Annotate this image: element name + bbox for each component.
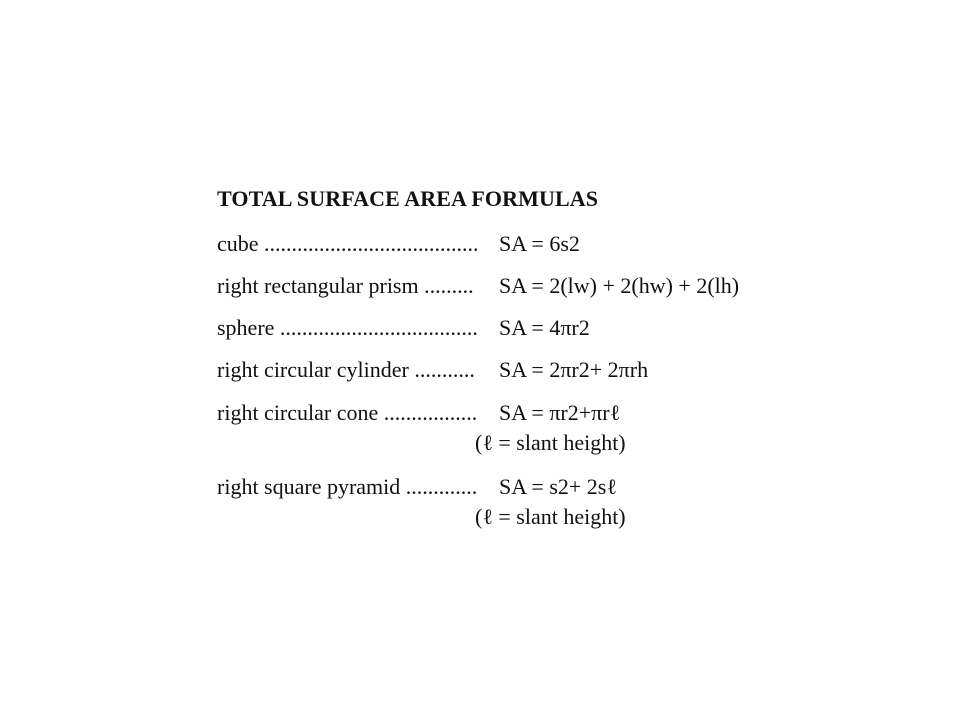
row-cone bbox=[217, 400, 477, 426]
formula-sphere: SA = 4πr2 bbox=[499, 315, 590, 340]
row-cube bbox=[217, 231, 479, 257]
row-label: right circular cylinder bbox=[217, 357, 409, 382]
page-title: TOTAL SURFACE AREA FORMULAS bbox=[217, 186, 599, 211]
row-pyramid bbox=[217, 474, 477, 500]
formula-cube: SA = 6s2 bbox=[499, 231, 580, 256]
formula-rectangular-prism: SA = 2(lw) + 2(hw) + 2(lh) bbox=[499, 273, 740, 298]
row-rectangular-prism bbox=[217, 273, 474, 299]
dot-leader: ............. bbox=[405, 474, 478, 499]
row-label: right rectangular prism bbox=[217, 273, 419, 298]
dot-leader: ....................................... bbox=[264, 231, 479, 256]
dot-leader: ................. bbox=[383, 400, 478, 425]
note-pyramid-slant-height: (ℓ = slant height) bbox=[475, 504, 626, 529]
note-cone-slant-height: (ℓ = slant height) bbox=[475, 430, 626, 455]
row-sphere bbox=[217, 315, 478, 341]
row-label: right circular cone bbox=[217, 400, 379, 425]
row-cylinder bbox=[217, 357, 475, 383]
dot-leader: ......... bbox=[424, 273, 474, 298]
row-label: right square pyramid bbox=[217, 474, 401, 499]
dot-leader: .................................... bbox=[279, 315, 478, 340]
formula-cone: SA = πr2+πrℓ bbox=[499, 400, 621, 425]
dot-leader: ........... bbox=[414, 357, 475, 382]
formula-cylinder: SA = 2πr2+ 2πrh bbox=[499, 357, 649, 382]
row-label: sphere bbox=[217, 315, 275, 340]
formula-pyramid: SA = s2+ 2sℓ bbox=[499, 474, 617, 499]
row-label: cube bbox=[217, 231, 259, 256]
